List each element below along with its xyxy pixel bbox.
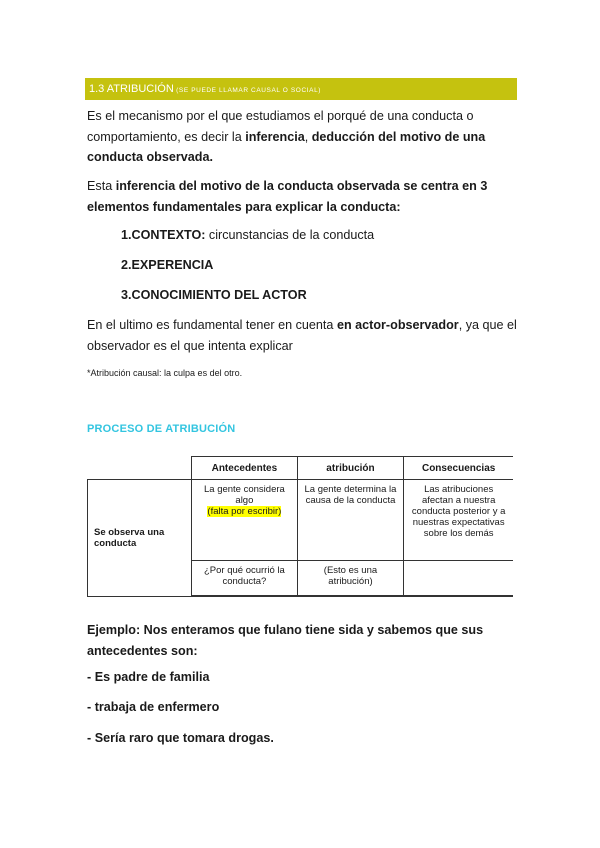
actor-paragraph: [87, 315, 517, 356]
definition-bold-deduccion: deducción del motivo de una conducta observada.: [87, 129, 486, 164]
table-row: [88, 480, 514, 561]
table-header-antecedentes: Antecedentes: [192, 457, 298, 480]
definition-paragraph: [87, 106, 517, 168]
actor-text-end: , ya que el observador es el que intenta explicar: [87, 318, 517, 353]
contexto-label: 1.CONTEXTO:: [121, 228, 206, 242]
elements-paragraph: [87, 176, 517, 217]
table-cell-attribution-note: (Esto es una atribución): [297, 561, 404, 597]
table-header-atribucion: atribución: [297, 457, 404, 480]
table-header-consecuencias: Consecuencias: [404, 457, 513, 480]
elements-bold-text: inferencia del motivo de la conducta observada se centra en 3 elementos fundamentales para explicar la conducta:: [87, 179, 488, 214]
table-cell-atribucion: La gente determina la causa de la conducta: [297, 480, 404, 561]
elements-text: Esta: [87, 179, 116, 193]
example-intro: Ejemplo: Nos enteramos que fulano tiene sida y sabemos que sus antecedentes son:: [87, 623, 484, 658]
experencia-label: 2.EXPERENCIA: [121, 258, 214, 272]
example-item-padre: - Es padre de familia: [87, 670, 210, 684]
table-cell-antecedentes: [192, 480, 298, 561]
actor-text: En el ultimo es fundamental tener en cuenta: [87, 318, 337, 332]
contexto-description: circunstancias de la conducta: [205, 228, 375, 242]
highlighted-note: (falta por escribir): [207, 506, 282, 517]
antecedentes-text: La gente considera algo: [203, 484, 285, 506]
table-cell-consecuencias: Las atribuciones afectan a nuestra conducta posterior y a nuestras expectativas sobre los demás: [404, 480, 513, 561]
definition-bold-inferencia: inferencia: [245, 129, 305, 144]
table-cell-empty: [404, 561, 513, 597]
example-item-drogas: - Sería raro que tomara drogas.: [87, 731, 274, 745]
process-title: PROCESO DE ATRIBUCIÓN: [87, 423, 236, 435]
example-item-enfermero: - trabaja de enfermero: [87, 700, 220, 714]
conocimiento-label: 3.CONOCIMIENTO DEL ACTOR: [121, 288, 307, 302]
section-subtitle: (SE PUEDE LLAMAR CAUSAL O SOCIAL): [173, 87, 322, 94]
actor-bold-text: en actor-observador: [336, 318, 459, 332]
attribution-table: [87, 456, 513, 597]
definition-text: Es el mecanismo por el que estudiamos el porqué de una conducta o comportamiento, es decir la: [87, 109, 474, 144]
list-item-contexto: [121, 226, 374, 244]
section-header: [85, 78, 517, 100]
footnote: *Atribución causal: la culpa es del otro.: [87, 368, 243, 378]
definition-separator: ,: [304, 129, 312, 144]
table-cell-question: ¿Por qué ocurrió la conducta?: [192, 561, 298, 597]
table-header-row: [88, 457, 514, 480]
list-item-experencia: [121, 256, 213, 274]
section-title: 1.3 ATRIBUCIÓN: [89, 83, 174, 95]
table-row-label: Se observa una conducta: [88, 480, 192, 597]
table-corner-cell: [88, 457, 192, 480]
list-item-conocimiento: [121, 286, 307, 304]
